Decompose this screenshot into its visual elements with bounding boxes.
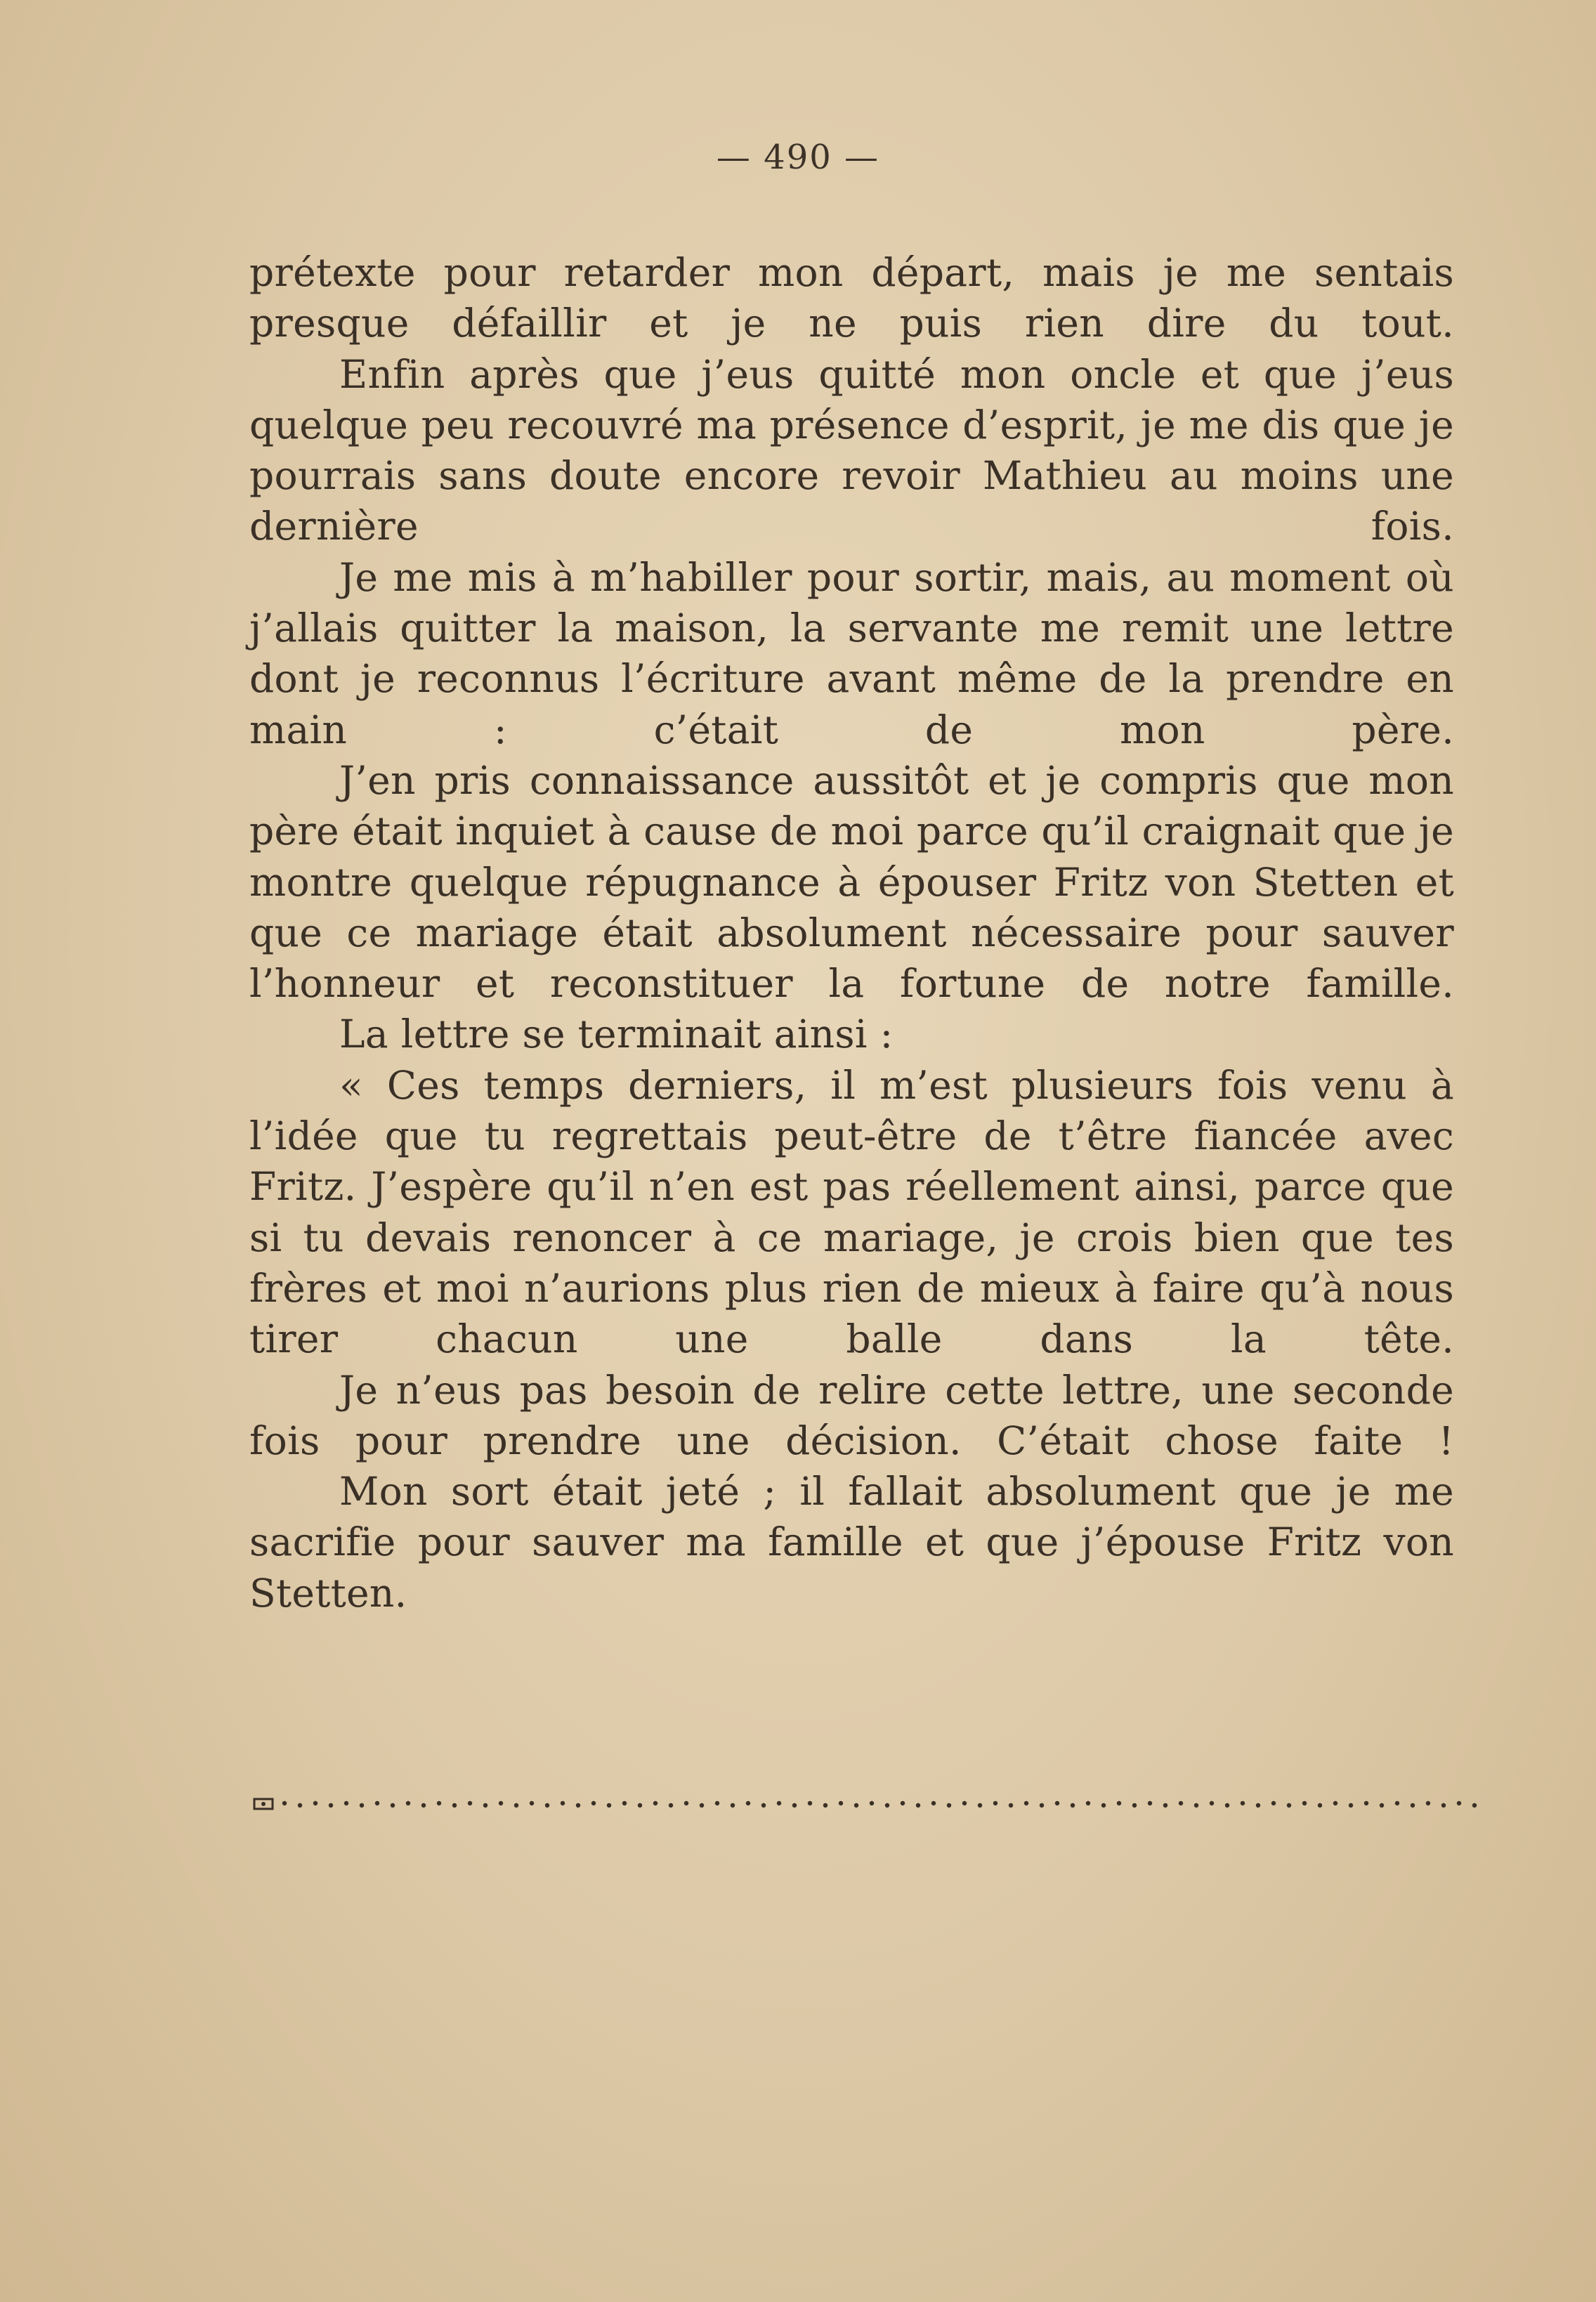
paragraph-7: Je n’eus pas besoin de relire cette lettre, une seconde fois pour prendre une décision. C’était chose faite !	[249, 1367, 1454, 1463]
page-number: — 490 —	[716, 138, 880, 177]
paragraph-5: La lettre se terminait ainsi :	[339, 1012, 894, 1057]
paragraph-1: prétexte pour retarder mon départ, mais je me sentais presque défaillir et je ne puis rien dire du tout.	[249, 250, 1454, 346]
paragraph-4: J’en pris connaissance aussitôt et je compris que mon père était inquiet à cause de moi parce qu’il craignait que je montre quelque répugnance à épouser Fritz von Stetten et que ce mariage était absolument nécessaire pour sauver l’honneur et reconstituer la fortune de notre famille.	[249, 757, 1454, 1007]
paragraph-3: Je me mis à m’habiller pour sortir, mais, au moment où j’allais quitter la maison, la servante me remit une lettre dont je reconnus l’écriture avant même de la prendre en main : c’était de mon père.	[249, 554, 1454, 752]
body-text	[249, 247, 1454, 1618]
paragraph-8: Mon sort était jeté ; il fallait absolument que je me sacrifie pour sauver ma famille et que j’épouse Fritz von Stetten.	[249, 1469, 1454, 1616]
dotted-rule-ornament	[253, 1796, 1479, 1812]
paragraph-6: « Ces temps derniers, il m’est plusieurs fois venu à l’idée que tu regrettais peut-être de t’être fiancée avec Fritz. J’espère qu’il n’en est pas réellement ainsi, parce que si tu devais renoncer à ce mariage, je crois bien que tes frères et moi n’aurions plus rien de mieux à faire qu’à nous tirer chacun une balle dans la tête.	[249, 1062, 1454, 1362]
paragraph-2: Enfin après que j’eus quitté mon oncle et que j’eus quelque peu recouvré ma présence d’esprit, je me dis que je pourrais sans doute encore revoir Mathieu au moins une dernière fois.	[249, 351, 1454, 549]
